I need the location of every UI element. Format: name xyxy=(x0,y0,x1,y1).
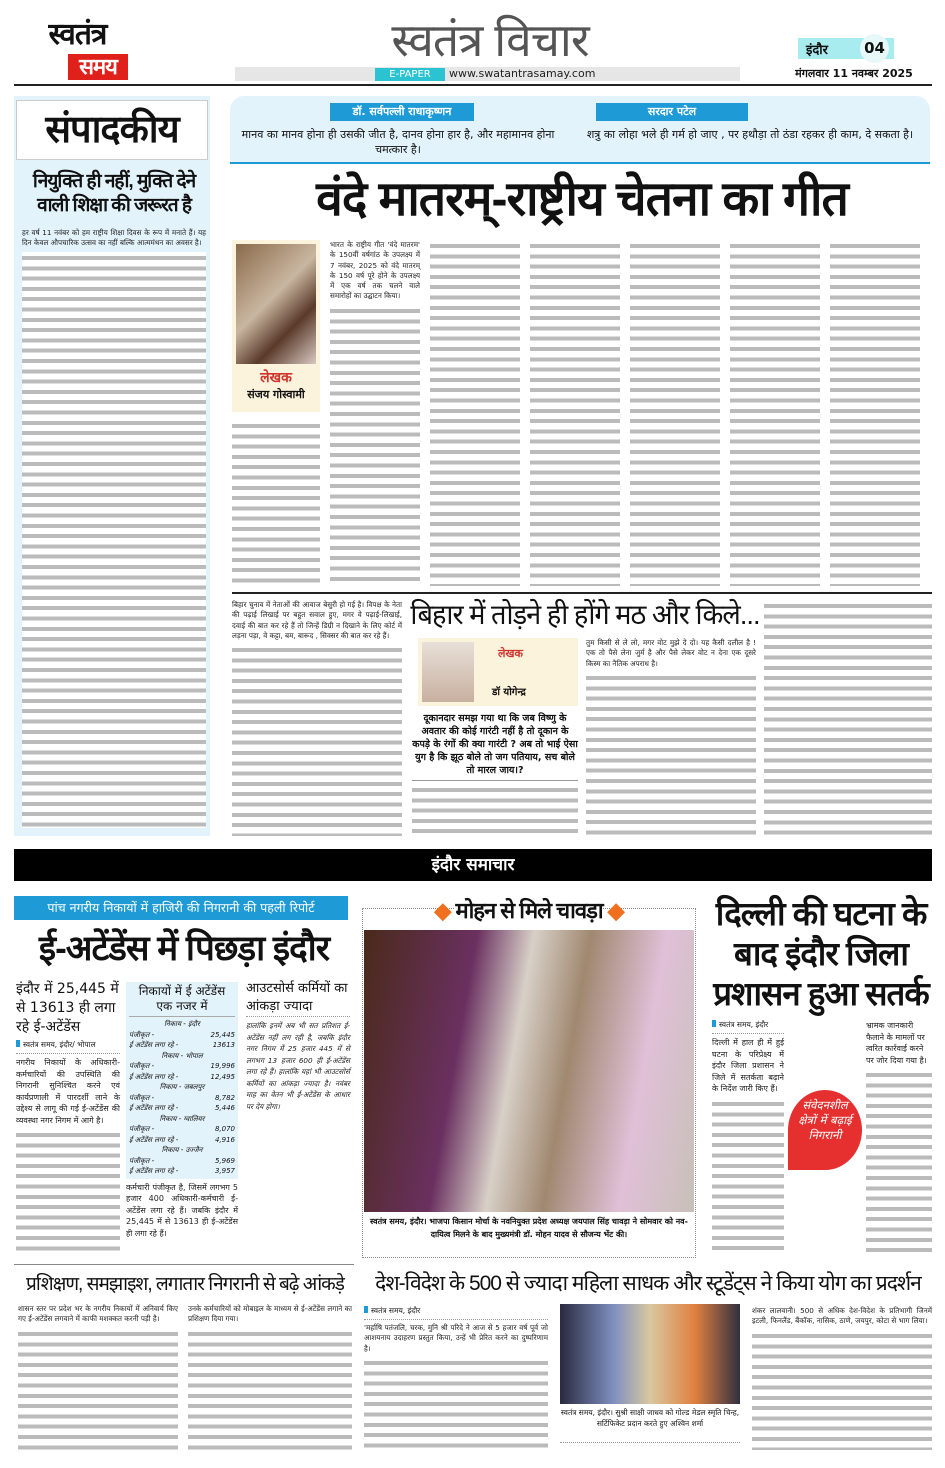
outsource-column xyxy=(246,980,350,1258)
author-name: संजय गोस्वामी xyxy=(247,388,305,401)
attending-row: ई अटेंडेंस लगा रहे - 13613 xyxy=(129,1041,235,1049)
attendance-headline: ई-अटेंडेंस में पिछड़ा इंदौर xyxy=(38,929,330,968)
edition-city: इंदौर xyxy=(806,43,828,58)
yoga-lead: 'मर्हाषि पतंजलि, चरक, मुनि श्री परिदे ने आज से 5 हजार वर्ष पूर्व जो आशयनाय उदाहरण प्रस्तुत किया, उन्हें भी प्रेरित करने का दुष्परिणाम है। xyxy=(364,1323,548,1353)
attendance-body-group xyxy=(129,1082,235,1114)
editorial-headline: नियुक्ति ही नहीं, मुक्ति देने वाली शिक्षा की जरूरत है xyxy=(32,171,196,216)
bihar-lead: बिहार चुनाव में नेताओं की आवाज बेसुरी हो गई है। विपक्ष के नेता की पढ़ाई लिखाई पर बहुत सवाल हुए, मगर वे पढ़ाई-लिखाई, दवाई की बात कर रहे हैं तो जिन्हें डिग्री न दिखाने के लिए कोर्ट में लड़ना पड़ा, वे कट्टा, बम, बारूद , सिक्सर की बात कर रहे हैं। xyxy=(232,600,402,640)
bihar-body xyxy=(412,784,578,836)
attendance-table-box xyxy=(126,982,238,1179)
diamond-icon: ◆ xyxy=(434,898,456,923)
logo-top: स्वतंत्र xyxy=(48,18,107,51)
attendance-kicker-box xyxy=(14,896,348,920)
delhi-dateline: स्वतंत्र समय, इंदौर xyxy=(712,1020,784,1034)
main-article-body xyxy=(232,420,320,586)
section-rule xyxy=(232,592,932,594)
edition-box xyxy=(798,38,894,59)
attendance-body-group xyxy=(129,1114,235,1146)
bihar-headline-box xyxy=(410,597,760,633)
yoga-body xyxy=(752,1330,932,1450)
header-rule xyxy=(14,84,932,86)
main-article-lead: भारत के राष्ट्रीय गीत 'वंदे मातरम' के 150वीं वर्षगांठ के उपलक्ष्य में 7 नवंबर, 2025 को वंदे मातरम् के 150 वर्ष पूरे होने के उपलक्ष्य में एक वर्ष तक चलने वाले समारोहों का उद्घाटन किया। xyxy=(330,240,420,301)
attending-row: ई अटेंडेंस लगा रहे - 5,446 xyxy=(129,1104,235,1112)
attendance-left-column xyxy=(16,980,120,1256)
quote-text: मानव का मानव होना ही उसकी जीत है, दानव होना हार है, और महामानव होना चमत्कार है। xyxy=(241,128,555,156)
masthead-logo[interactable] xyxy=(30,18,125,82)
training-right-column xyxy=(188,1304,352,1450)
bihar-headline: बिहार में तोड़ने ही होंगे मठ और किले... xyxy=(410,599,760,630)
bihar-author-box xyxy=(418,638,578,706)
body-name: निकाय - भोपाल xyxy=(161,1051,203,1060)
website-box xyxy=(449,67,649,81)
yoga-dateline: स्वतंत्र समय, इंदौर xyxy=(364,1306,548,1320)
editorial-lead: हर वर्ष 11 नवंबर को हम राष्ट्रीय शिक्षा दिवस के रूप में मनाते हैं। यह दिन केवल औपचारिक उत्सव का नहीं बल्कि आत्ममंथन का अवसर है। xyxy=(22,228,206,248)
logo-bottom-box xyxy=(68,54,128,80)
quote-author: डॉ. सर्वपल्ली राधाकृष्णन xyxy=(352,105,452,118)
body-name: निकाय - उज्जैन xyxy=(161,1146,203,1154)
main-article-first-column xyxy=(330,240,420,586)
registered-row: पंजीकृत - 19,996 xyxy=(129,1062,235,1070)
delhi-badge: संवेदनशील क्षेत्रों में बढ़ाई निगरानी xyxy=(798,1098,852,1142)
yoga-headline: देश-विदेश के 500 से ज्यादा महिला साधक और स्टूडेंट्स ने किया योग का प्रदर्शन xyxy=(375,1272,921,1295)
main-article-body xyxy=(330,305,420,586)
chawda-headline-box xyxy=(372,896,686,926)
editorial-body xyxy=(22,252,206,828)
bihar-right-column xyxy=(586,638,756,836)
yoga-caption: स्वतंत्र समय, इंदौर। सुश्री साक्षी जाधव को गोल्ड मेडल स्मृति चिन्ह, सर्टिफिकेट प्रदान करते हुए अश्विन शर्मा xyxy=(560,1408,740,1428)
training-lead: शासन स्तर पर प्रदेश भर के नगरीय निकायों में अनिवार्य किए गए ई-अटेंडेंस लगवाने में काफी मशक्कत करनी पड़ी है। xyxy=(18,1304,178,1324)
outsource-text: हालांकि इनमें अब भी सत प्रतिशत ई-अटेंडेंस नहीं लग रही है, जबकि इंदौर नगर निगम में 25 हजार 445 में से लगभग 13 हजार 600 ही ई-अटेंडेंस लगा रहे हैं। हालांकि यहां भी आउटसोर्स कर्मियों का आंकड़ा ज्यादा है। नवंबर माह का वेतन भी ई-अटेंडेंस के आधार पर देय होगा। xyxy=(246,1021,350,1111)
delhi-headline: दिल्ली की घटना के बाद इंदौर जिला प्रशासन हुआ सतर्क xyxy=(713,895,929,1012)
chawda-caption: स्वतंत्र समय, इंदौर। भाजपा किसान मोर्चा के नवनियुक्त प्रदेश अध्यक्ष जयपाल सिंह चावड़ा ने सोमवार को नव- दायित्व मिलने के बाद मुख्यमंत्री डॉ. मोहन यादव से सौजन्य भेंट की। xyxy=(370,1217,688,1239)
author-photo xyxy=(422,642,474,702)
registered-row: पंजीकृत - 25,445 xyxy=(129,1030,235,1039)
training-headline-box xyxy=(14,1270,356,1300)
attendance-lead: नगरीय निकायों के अधिकारी-कर्मचारियों की उपस्थिति की निगरानी सुनिश्चित करने एवं कार्यप्रणाली में पारदर्शी लाने के उद्देश्य से लागू की गई ई-अटेंडेंस की व्यवस्था नगर निगम में आगे है। xyxy=(16,1058,120,1125)
attending-row: ई अटेंडेंस लगा रहे - 4,916 xyxy=(129,1135,235,1144)
main-headline: वंदे मातरम्-राष्ट्रीय चेतना का गीत xyxy=(316,173,848,226)
author-label: लेखक xyxy=(260,370,292,386)
attendance-body xyxy=(16,1129,120,1256)
attendance-headline-box xyxy=(14,924,354,974)
training-body xyxy=(18,1328,178,1450)
attendance-table-column xyxy=(126,982,238,1258)
body-name: निकाय - ग्वालियर xyxy=(159,1114,205,1123)
training-headline: प्रशिक्षण, समझाइश, लगातार निगरानी से बढ़े आंकड़े xyxy=(26,1274,344,1295)
bihar-right-lead: तुम किसी से ले लो, मगर वोट मुझे दे दो। यह कैसी दलील है ! एक तो पैसे लेना जुर्म है और पैसे लेकर वोट न देना एक दूसरे किस्म का नैतिक अपराध है। xyxy=(586,638,756,668)
delhi-headline-box xyxy=(710,894,932,1014)
attendance-body-group xyxy=(129,1051,235,1083)
bihar-left-column xyxy=(232,600,402,836)
section-band xyxy=(14,849,932,881)
quote-author-box xyxy=(330,103,474,121)
bihar-middle-column xyxy=(412,712,578,836)
delhi-lead: दिल्ली में हाल ही में हुई घटना के परिप्रेक्ष्य में इंदौर जिला प्रशासन ने जिले में सतर्कता बढ़ाने के निर्देश जारी किए हैं। xyxy=(712,1038,784,1093)
body-name: निकाय - जबलपुर xyxy=(159,1083,205,1091)
attendance-kicker: पांच नगरीय निकायों में हाजिरी की निगरानी की पहली रिपोर्ट xyxy=(47,900,315,915)
issue-date-box xyxy=(776,67,932,81)
pull-quote: दूकानदार समझ गया था कि जब विष्णु के अवतार की कोई गारंटी नहीं है तो दूकान के कपड़े के रंगों की क्या गारंटी ? अब तो भाई ऐसा युग है कि झूठ बोले तो जग पतियाय, सच बोले तो मारल जाय।? xyxy=(412,712,578,781)
delhi-body xyxy=(712,1098,784,1257)
editorial-label: संपादकीय xyxy=(45,109,179,151)
registered-row: पंजीकृत - 8,070 xyxy=(129,1125,235,1133)
chawda-headline: ◆ मोहन से मिले चावड़ा ◆ xyxy=(434,898,624,923)
delhi-left-column xyxy=(712,1020,784,1256)
quote-text: शत्रु का लोहा भले ही गर्म हो जाए , पर हथौड़ा तो ठंडा रहकर ही काम, दे सकता है। xyxy=(586,128,914,141)
author-name: डॉ योगेन्द्र xyxy=(492,687,526,698)
yoga-left-column xyxy=(364,1306,548,1450)
logo-top-box xyxy=(30,18,125,52)
bottom-rule xyxy=(14,1264,354,1265)
attendance-box-footer: कर्मचारी पंजीकृत है, जिसमें लगभग 5 हजार 400 अधिकारी-कर्मचारी ई-अटेंडेंस लगा रहे हैं। जबकि इंदौर में 25,445 में से 13613 ही ई-अटेंडेंस ही लगा रहे हैं। xyxy=(126,1182,238,1238)
yoga-body xyxy=(364,1357,548,1450)
editorial-label-fit xyxy=(21,101,203,159)
registered-row: पंजीकृत - 5,969 xyxy=(129,1156,235,1165)
outsource-headline: आउटसोर्स कर्मियों का आंकड़ा ज्यादा xyxy=(246,980,350,1017)
chawda-caption-box xyxy=(368,1215,690,1255)
epaper-label: E-PAPER xyxy=(389,69,431,80)
website-link[interactable]: www.swatantrasamay.com xyxy=(449,67,596,80)
bihar-body xyxy=(764,600,932,836)
bihar-body xyxy=(586,672,756,836)
yoga-caption-box xyxy=(560,1407,740,1443)
author-label: लेखक xyxy=(498,647,523,660)
attendance-dateline: स्वतंत्र समय, इंदौर/ भोपाल xyxy=(16,1040,120,1054)
editorial-text-column xyxy=(22,228,206,828)
training-lead-2: उनके कर्मचारियों को मोबाइल के माध्यम से ई-अटेंडेंस लगाने का प्रशिक्षण दिया गया। xyxy=(188,1304,352,1324)
section-title-box xyxy=(360,14,620,66)
attendance-subhead: इंदौर में 25,445 में से 13613 ही लगा रहे ई-अटेंडेंस xyxy=(16,981,119,1035)
quote-text-box xyxy=(580,127,920,159)
quote-author-box xyxy=(596,103,748,121)
diamond-icon: ◆ xyxy=(602,898,624,923)
page-number: 04 xyxy=(860,34,889,63)
body-name: निकाय - इंदौर xyxy=(164,1020,200,1028)
yoga-right-column xyxy=(752,1306,932,1450)
yoga-headline-box xyxy=(362,1268,934,1300)
section-title: स्वतंत्र विचार xyxy=(391,14,589,66)
attendance-body-group xyxy=(129,1145,235,1177)
delhi-right-lead: भ्रामक जानकारी फैलाने के मामलों पर त्वरित कार्रवाई करने पर जोर दिया गया है। xyxy=(866,1021,927,1065)
author-box xyxy=(232,240,320,412)
yoga-photo xyxy=(560,1304,740,1404)
quote-text-box xyxy=(238,127,558,159)
quote-author: सरदार पटेल xyxy=(647,105,697,118)
attendance-body-group xyxy=(129,1019,235,1051)
section-band-label: इंदौर समाचार xyxy=(431,855,515,875)
attendance-table xyxy=(129,1019,235,1177)
epaper-label-box xyxy=(375,68,445,81)
attending-row: ई अटेंडेंस लगा रहे - 3,957 xyxy=(129,1167,235,1175)
chawda-photo xyxy=(364,930,694,1212)
training-left-column xyxy=(18,1304,178,1450)
delhi-badge-box xyxy=(788,1090,862,1170)
bihar-body xyxy=(232,644,402,836)
issue-date: मंगलवार 11 नवम्बर 2025 xyxy=(795,67,913,80)
editorial-label-box xyxy=(16,100,208,160)
registered-row: पंजीकृत - 8,782 xyxy=(129,1093,235,1102)
main-article-body xyxy=(430,240,920,586)
training-body xyxy=(188,1328,352,1450)
attendance-table-title: निकायों में ई अटेंडेंस एक नजर में xyxy=(129,984,235,1017)
attending-row: ई अटेंडेंस लगा रहे - 12,495 xyxy=(129,1072,235,1081)
main-headline-box xyxy=(232,168,932,232)
delhi-right-column xyxy=(866,1020,932,1256)
logo-bottom: समय xyxy=(79,54,117,79)
delhi-body xyxy=(866,1069,932,1256)
author-photo xyxy=(236,244,316,364)
yoga-right-lead: शंकर लालवानी। 500 से अधिक देश-विदेश के प्रतिभागी जिनमें इटली, फिनलैंड, बैंकॉक, नासिक, ठाणे, जयपुर, कोटा से भाग लिया। xyxy=(752,1306,932,1326)
editorial-headline-box xyxy=(22,170,206,222)
